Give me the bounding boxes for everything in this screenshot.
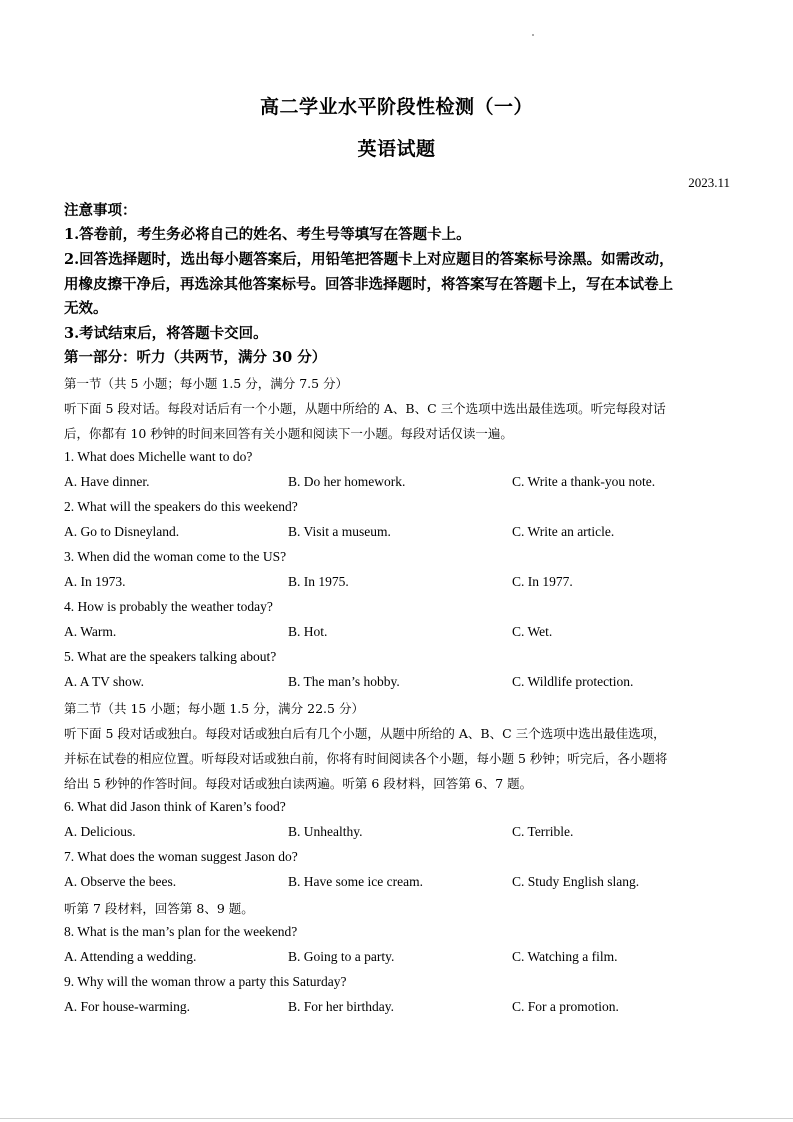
question-stem: 2. What will the speakers do this weekend? <box>64 499 298 514</box>
section2-title: 第二节（共 15 小题；每小题 1.5 分，满分 22.5 分） <box>64 701 364 716</box>
notice-item-1: 1.答卷前，考生务必将自己的姓名、考生号等填写在答题卡上。 <box>64 226 471 243</box>
option-c: C. Study English slang. <box>512 874 640 889</box>
option-b: B. In 1975. <box>288 574 349 589</box>
option-c: C. Write a thank-you note. <box>512 474 656 489</box>
option-a: A. Go to Disneyland. <box>64 524 180 539</box>
option-a: A. Have dinner. <box>64 474 150 489</box>
question-stem: 9. Why will the woman throw a party this Saturday? <box>64 974 347 989</box>
exam-date: 2023.11 <box>688 175 730 190</box>
option-a: A. Warm. <box>64 624 117 639</box>
option-c: C. Write an article. <box>512 524 615 539</box>
option-b: B. Do her homework. <box>288 474 406 489</box>
notice-item-2-line-3: 无效。 <box>64 300 108 317</box>
question-stem: 3. When did the woman come to the US? <box>64 549 287 564</box>
option-b: B. Hot. <box>288 624 328 639</box>
section1-instructions-line-2: 后，你都有 10 秒钟的时间来回答有关小题和阅读下一小题。每段对话仅读一遍。 <box>64 426 513 441</box>
exam-title: 高二学业水平阶段性检测（一） <box>259 96 533 118</box>
option-b: B. For her birthday. <box>288 999 394 1014</box>
notice-item-2-line-1: 2.回答选择题时，选出每小题答案后，用铅笔把答题卡上对应题目的答案标号涂黑。如需改动， <box>64 251 674 268</box>
part1-heading: 第一部分：听力（共两节，满分 30 分） <box>64 349 327 366</box>
notice-item-2-line-2: 用橡皮擦干净后，再选涂其他答案标号。回答非选择题时，将答案写在答题卡上，写在本试卷上 <box>64 276 673 293</box>
notice-item-3: 3.考试结束后，将答题卡交回。 <box>64 325 268 342</box>
option-b: B. Visit a museum. <box>288 524 391 539</box>
exam-subtitle: 英语试题 <box>357 138 436 160</box>
section2-instructions-line-3: 给出 5 秒钟的作答时间。每段对话或独白读两遍。听第 6 段材料，回答第 6、7 题。 <box>64 776 533 791</box>
option-c: C. Wet. <box>512 624 553 639</box>
page-bottom-divider <box>0 1118 793 1119</box>
section1-title: 第一节（共 5 小题；每小题 1.5 分，满分 7.5 分） <box>64 376 349 391</box>
option-b: B. Unhealthy. <box>288 824 363 839</box>
option-a: A. Delicious. <box>64 824 136 839</box>
question-stem: 8. What is the man’s plan for the weekend? <box>64 924 298 939</box>
question-stem: 4. How is probably the weather today? <box>64 599 273 614</box>
question-stem: 6. What did Jason think of Karen’s food? <box>64 799 286 814</box>
option-a: A. Observe the bees. <box>64 874 177 889</box>
option-c: C. Wildlife protection. <box>512 674 634 689</box>
option-c: C. For a promotion. <box>512 999 619 1014</box>
option-b: B. Have some ice cream. <box>288 874 423 889</box>
notice-heading: 注意事项： <box>64 202 137 219</box>
option-c: C. In 1977. <box>512 574 573 589</box>
question-stem: 7. What does the woman suggest Jason do? <box>64 849 298 864</box>
scan-mark <box>532 34 534 36</box>
option-a: A. For house-warming. <box>64 999 190 1014</box>
passage-7-instruction: 听第 7 段材料，回答第 8、9 题。 <box>64 901 254 916</box>
option-b: B. The man’s hobby. <box>288 674 400 689</box>
section1-instructions-line-1: 听下面 5 段对话。每段对话后有一个小题，从题中所给的 A、B、C 三个选项中选出最佳选项。听完每段对话 <box>64 401 666 416</box>
question-stem: 1. What does Michelle want to do? <box>64 449 253 464</box>
question-stem: 5. What are the speakers talking about? <box>64 649 277 664</box>
option-c: C. Terrible. <box>512 824 574 839</box>
option-a: A. Attending a wedding. <box>64 949 197 964</box>
option-b: B. Going to a party. <box>288 949 395 964</box>
section2-instructions-line-2: 并标在试卷的相应位置。听每段对话或独白前，你将有时间阅读各个小题，每小题 5 秒钟；听完后，各小题将 <box>64 751 668 766</box>
option-a: A. In 1973. <box>64 574 126 589</box>
option-a: A. A TV show. <box>64 674 145 689</box>
option-c: C. Watching a film. <box>512 949 618 964</box>
section2-instructions-line-1: 听下面 5 段对话或独白。每段对话或独白后有几个小题，从题中所给的 A、B、C 三个选项中选出最佳选项， <box>64 726 666 741</box>
